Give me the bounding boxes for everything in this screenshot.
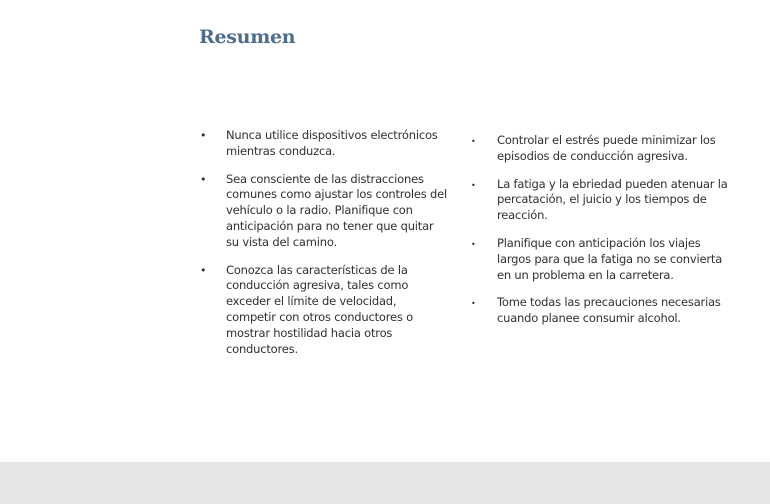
list-item-text: Tome todas las precauciones necesarias cuando planee consumir alcohol. <box>497 295 721 326</box>
bullet-icon: • <box>471 299 476 309</box>
list-item <box>470 133 732 165</box>
list-item <box>199 172 449 251</box>
right-bullet-list <box>470 133 732 339</box>
bullet-icon: • <box>200 263 207 277</box>
left-bullet-list <box>199 128 449 369</box>
list-item <box>470 295 732 327</box>
bullet-icon: • <box>200 172 207 186</box>
list-item-text: Nunca utilice dispositivos electrónicos mientras conduzca. <box>226 128 438 158</box>
list-item-text: Conozca las características de la conducción agresiva, tales como exceder el límite de velocidad, competir con otros conductores o mostrar hostilidad hacia otros conductores. <box>226 262 413 356</box>
slide-title: Resumen <box>199 26 296 48</box>
list-item-text: Sea consciente de las distracciones comunes como ajustar los controles del vehículo o la radio. Planifique con anticipación para no tener que quitar su vista del camino. <box>226 171 448 249</box>
list-item-text: Planifique con anticipación los viajes largos para que la fatiga no se convierta en un problema en la carretera. <box>497 235 723 282</box>
bullet-icon: • <box>471 137 476 146</box>
list-item <box>470 236 732 283</box>
list-item-text: La fatiga y la ebriedad pueden atenuar la percatación, el juicio y los tiempos de reacción. <box>497 176 728 223</box>
bullet-icon: • <box>471 180 476 190</box>
list-item-text: Controlar el estrés puede minimizar los episodios de conducción agresiva. <box>497 133 716 163</box>
list-item <box>199 263 449 358</box>
list-item <box>470 177 732 224</box>
footer-bar <box>0 462 770 504</box>
bullet-icon: • <box>200 129 207 142</box>
list-item <box>199 128 449 160</box>
bullet-icon: • <box>471 239 476 249</box>
